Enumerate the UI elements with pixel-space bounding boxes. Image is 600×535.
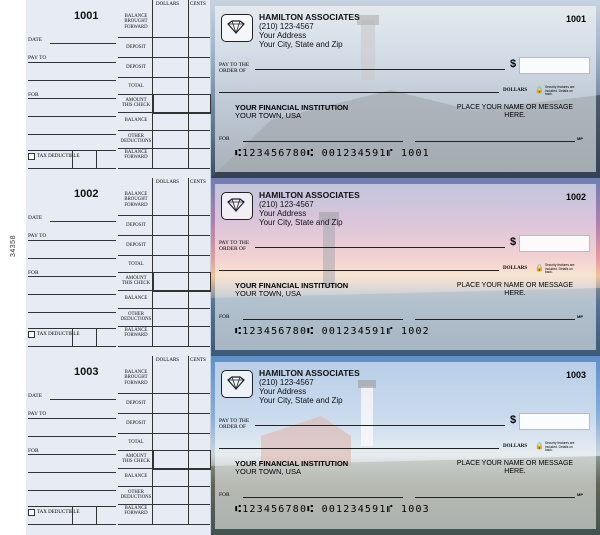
dollars-label: DOLLARS bbox=[503, 88, 528, 93]
stub-divider bbox=[96, 150, 97, 168]
security-note: Security features are included. Details on back. bbox=[545, 85, 575, 97]
company-phone: (210) 123-4567 bbox=[259, 22, 314, 31]
grid-row-line bbox=[118, 37, 210, 38]
mp-mark: MP bbox=[577, 492, 583, 497]
grid-row-line bbox=[118, 413, 210, 414]
grid-row-line bbox=[118, 215, 210, 216]
company-name: HAMILTON ASSOCIATES bbox=[259, 190, 360, 200]
stub-for-line-2[interactable] bbox=[28, 294, 116, 295]
memo-label: FOR bbox=[219, 136, 230, 142]
company-city: Your City, State and Zip bbox=[259, 218, 343, 227]
stub-payto-label: PAY TO bbox=[28, 55, 47, 61]
amount-this-check-box[interactable] bbox=[153, 450, 211, 470]
stub-divider bbox=[72, 328, 73, 346]
amount-this-check-box[interactable] bbox=[153, 94, 211, 114]
signature-line[interactable] bbox=[415, 319, 575, 320]
tax-checkbox[interactable] bbox=[28, 153, 35, 160]
bank-town: YOUR TOWN, USA bbox=[235, 289, 301, 298]
check-3 bbox=[211, 356, 600, 535]
company-phone: (210) 123-4567 bbox=[259, 200, 314, 209]
stub-number: 1003 bbox=[74, 366, 99, 378]
bank-name: YOUR FINANCIAL INSTITUTION bbox=[235, 281, 349, 290]
memo-line[interactable] bbox=[243, 319, 403, 320]
written-amount-line[interactable] bbox=[219, 270, 499, 271]
micr-line: ⑆123456780⑆ 001234591⑈ 1003 bbox=[235, 504, 430, 515]
amount-box[interactable] bbox=[519, 235, 590, 252]
payee-line[interactable] bbox=[255, 247, 505, 248]
memo-line[interactable] bbox=[243, 141, 403, 142]
check-face-3 bbox=[215, 362, 596, 529]
balance-forward-label: BALANCE FORWARD bbox=[124, 506, 148, 517]
bank-block bbox=[235, 104, 348, 120]
grid-row-line bbox=[118, 326, 210, 327]
grid-row-line bbox=[118, 504, 210, 505]
stub-date-line[interactable] bbox=[50, 221, 116, 222]
stub-payto-line[interactable] bbox=[28, 418, 116, 419]
amount-this-check-label: AMOUNT THIS CHECK bbox=[121, 98, 151, 109]
stub-for-label: FOR bbox=[28, 270, 39, 276]
stub-payto-line[interactable] bbox=[28, 62, 116, 63]
tax-checkbox[interactable] bbox=[28, 509, 35, 516]
company-block bbox=[259, 369, 360, 405]
dollars-label: DOLLARS bbox=[503, 266, 528, 271]
stub-for-label: FOR bbox=[28, 448, 39, 454]
other-deductions-label: OTHER DEDUCTIONS bbox=[120, 134, 152, 145]
stub-for-line-3[interactable] bbox=[28, 312, 116, 313]
diamond-logo-icon bbox=[221, 14, 253, 42]
stub-register-grid bbox=[118, 356, 210, 535]
micr-line: ⑆123456780⑆ 001234591⑈ 1001 bbox=[235, 148, 430, 159]
grid-col-line bbox=[188, 356, 189, 524]
stub-for-line[interactable] bbox=[28, 454, 116, 455]
grid-col-line bbox=[188, 0, 189, 168]
grid-row-line bbox=[118, 290, 210, 291]
check-stub-3 bbox=[26, 356, 211, 535]
stub-number: 1001 bbox=[74, 10, 99, 22]
grid-row-line bbox=[118, 130, 210, 131]
dollars-col-header: DOLLARS bbox=[156, 180, 180, 185]
grid-row-line bbox=[118, 308, 210, 309]
total-label: TOTAL bbox=[128, 262, 144, 267]
stub-divider bbox=[72, 506, 73, 524]
padlock-icon: 🔒 bbox=[535, 443, 544, 450]
tax-deductible-label: TAX DEDUCTIBLE bbox=[37, 332, 80, 337]
deposit-label: DEPOSIT bbox=[126, 45, 146, 50]
check-1 bbox=[211, 0, 600, 178]
deposit-label: DEPOSIT bbox=[126, 421, 146, 426]
stub-for-line-3[interactable] bbox=[28, 490, 116, 491]
amount-box[interactable] bbox=[519, 57, 590, 74]
tax-checkbox[interactable] bbox=[28, 331, 35, 338]
dollar-sign: $ bbox=[510, 236, 517, 248]
tax-deductible-label: TAX DEDUCTIBLE bbox=[37, 154, 80, 159]
memo-label: FOR bbox=[219, 492, 230, 498]
sheet-spine bbox=[0, 0, 27, 535]
grid-row-line bbox=[118, 57, 210, 58]
check-2 bbox=[211, 178, 600, 356]
stub-payto-line-2[interactable] bbox=[28, 436, 116, 437]
mp-mark: MP bbox=[577, 314, 583, 319]
company-name: HAMILTON ASSOCIATES bbox=[259, 368, 360, 378]
micr-line: ⑆123456780⑆ 001234591⑈ 1002 bbox=[235, 326, 430, 337]
check-face-2 bbox=[215, 184, 596, 350]
amount-box[interactable] bbox=[519, 413, 590, 430]
security-note: Security features are included. Details on back. bbox=[545, 441, 575, 453]
company-address: Your Address bbox=[259, 387, 307, 396]
other-deductions-label: OTHER DEDUCTIONS bbox=[120, 312, 152, 323]
stub-for-line[interactable] bbox=[28, 276, 116, 277]
grid-row-line bbox=[118, 255, 210, 256]
dollar-sign: $ bbox=[510, 58, 517, 70]
personal-message: PLACE YOUR NAME OR MESSAGE HERE. bbox=[456, 460, 574, 475]
stub-for-line-2[interactable] bbox=[28, 116, 116, 117]
company-name: HAMILTON ASSOCIATES bbox=[259, 12, 360, 22]
company-block bbox=[259, 191, 360, 227]
grid-row-line bbox=[118, 346, 210, 347]
personal-message: PLACE YOUR NAME OR MESSAGE HERE. bbox=[456, 104, 574, 119]
mp-mark: MP bbox=[577, 136, 583, 141]
cents-col-header: CENTS bbox=[190, 358, 206, 363]
check-row-1 bbox=[26, 0, 600, 178]
balance-label: BALANCE bbox=[124, 118, 148, 123]
check-stub-1 bbox=[26, 0, 211, 178]
stub-register-grid bbox=[118, 178, 210, 356]
stub-payto-label: PAY TO bbox=[28, 411, 47, 417]
check-number: 1003 bbox=[565, 370, 586, 380]
stub-for-line[interactable] bbox=[28, 98, 116, 99]
check-number: 1002 bbox=[565, 192, 586, 202]
security-note: Security features are included. Details on back. bbox=[545, 263, 575, 275]
grid-row-line bbox=[118, 235, 210, 236]
deposit-label: DEPOSIT bbox=[126, 223, 146, 228]
stub-line-5 bbox=[28, 168, 116, 169]
dollars-col-header: DOLLARS bbox=[156, 358, 180, 363]
cents-col-header: CENTS bbox=[190, 180, 206, 185]
written-amount-line[interactable] bbox=[219, 92, 499, 93]
grid-row-line bbox=[118, 524, 210, 525]
other-deductions-label: OTHER DEDUCTIONS bbox=[120, 490, 152, 501]
bank-town: YOUR TOWN, USA bbox=[235, 111, 301, 120]
stub-register-grid bbox=[118, 0, 210, 178]
bank-block bbox=[235, 282, 348, 298]
bal-brought-fwd-label: BALANCE BROUGHT FORWARD bbox=[124, 192, 148, 208]
stub-date-label: DATE bbox=[28, 215, 43, 221]
company-address: Your Address bbox=[259, 31, 307, 40]
written-amount-line[interactable] bbox=[219, 448, 499, 449]
stub-date-line[interactable] bbox=[50, 399, 116, 400]
company-block bbox=[259, 13, 360, 49]
diamond-logo-icon bbox=[221, 370, 253, 398]
deposit-label: DEPOSIT bbox=[126, 65, 146, 70]
stub-payto-line-2[interactable] bbox=[28, 258, 116, 259]
grid-row-line bbox=[118, 486, 210, 487]
total-label: TOTAL bbox=[128, 84, 144, 89]
dollars-label: DOLLARS bbox=[503, 444, 528, 449]
total-label: TOTAL bbox=[128, 440, 144, 445]
dollar-sign: $ bbox=[510, 414, 517, 426]
padlock-icon: 🔒 bbox=[535, 87, 544, 94]
company-address: Your Address bbox=[259, 209, 307, 218]
signature-line[interactable] bbox=[415, 141, 575, 142]
padlock-icon: 🔒 bbox=[535, 265, 544, 272]
balance-label: BALANCE bbox=[124, 474, 148, 479]
grid-row-line bbox=[118, 393, 210, 394]
stub-payto-line-2[interactable] bbox=[28, 80, 116, 81]
amount-this-check-box[interactable] bbox=[153, 272, 211, 292]
spine-code: 34358 bbox=[10, 235, 17, 257]
check-number: 1001 bbox=[565, 14, 586, 24]
grid-row-line bbox=[118, 468, 210, 469]
diamond-logo-icon bbox=[221, 192, 253, 220]
company-city: Your City, State and Zip bbox=[259, 40, 343, 49]
stub-divider bbox=[96, 506, 97, 524]
bal-brought-fwd-label: BALANCE BROUGHT FORWARD bbox=[124, 14, 148, 30]
grid-row-line bbox=[118, 168, 210, 169]
grid-col-line bbox=[152, 178, 153, 346]
grid-row-line bbox=[118, 148, 210, 149]
personal-message: PLACE YOUR NAME OR MESSAGE HERE. bbox=[456, 282, 574, 297]
stub-divider bbox=[96, 328, 97, 346]
memo-label: FOR bbox=[219, 314, 230, 320]
bal-brought-fwd-label: BALANCE BROUGHT FORWARD bbox=[124, 370, 148, 386]
deposit-label: DEPOSIT bbox=[126, 401, 146, 406]
company-phone: (210) 123-4567 bbox=[259, 378, 314, 387]
memo-line[interactable] bbox=[243, 497, 403, 498]
grid-row-line bbox=[118, 77, 210, 78]
payee-line[interactable] bbox=[255, 425, 505, 426]
balance-forward-label: BALANCE FORWARD bbox=[124, 150, 148, 161]
check-face-1 bbox=[215, 6, 596, 172]
payee-line[interactable] bbox=[255, 69, 505, 70]
dollars-col-header: DOLLARS bbox=[156, 2, 180, 7]
grid-col-line bbox=[152, 356, 153, 524]
amount-this-check-label: AMOUNT THIS CHECK bbox=[121, 454, 151, 465]
signature-line[interactable] bbox=[415, 497, 575, 498]
grid-row-line bbox=[118, 433, 210, 434]
stub-date-line[interactable] bbox=[50, 43, 116, 44]
bank-town: YOUR TOWN, USA bbox=[235, 467, 301, 476]
stub-divider bbox=[72, 150, 73, 168]
grid-col-line bbox=[188, 178, 189, 346]
tax-deductible-label: TAX DEDUCTIBLE bbox=[37, 510, 80, 515]
bank-name: YOUR FINANCIAL INSTITUTION bbox=[235, 103, 349, 112]
stub-for-line-3[interactable] bbox=[28, 134, 116, 135]
pay-to-order-label: PAY TO THE ORDER OF bbox=[219, 62, 250, 74]
cents-col-header: CENTS bbox=[190, 2, 206, 7]
bank-block bbox=[235, 460, 348, 476]
stub-payto-label: PAY TO bbox=[28, 233, 47, 239]
pay-to-order-label: PAY TO THE ORDER OF bbox=[219, 240, 250, 252]
grid-row-line bbox=[118, 112, 210, 113]
stub-number: 1002 bbox=[74, 188, 99, 200]
deposit-label: DEPOSIT bbox=[126, 243, 146, 248]
amount-this-check-label: AMOUNT THIS CHECK bbox=[121, 276, 151, 287]
check-row-3 bbox=[26, 356, 600, 535]
stub-for-line-2[interactable] bbox=[28, 472, 116, 473]
bank-name: YOUR FINANCIAL INSTITUTION bbox=[235, 459, 349, 468]
pay-to-order-label: PAY TO THE ORDER OF bbox=[219, 418, 250, 430]
stub-line-5 bbox=[28, 524, 116, 525]
balance-label: BALANCE bbox=[124, 296, 148, 301]
stub-date-label: DATE bbox=[28, 37, 43, 43]
stub-for-label: FOR bbox=[28, 92, 39, 98]
check-stub-2 bbox=[26, 178, 211, 356]
check-row-2 bbox=[26, 178, 600, 356]
stub-payto-line[interactable] bbox=[28, 240, 116, 241]
stub-line-5 bbox=[28, 346, 116, 347]
grid-col-line bbox=[152, 0, 153, 168]
company-city: Your City, State and Zip bbox=[259, 396, 343, 405]
stub-date-label: DATE bbox=[28, 393, 43, 399]
balance-forward-label: BALANCE FORWARD bbox=[124, 328, 148, 339]
